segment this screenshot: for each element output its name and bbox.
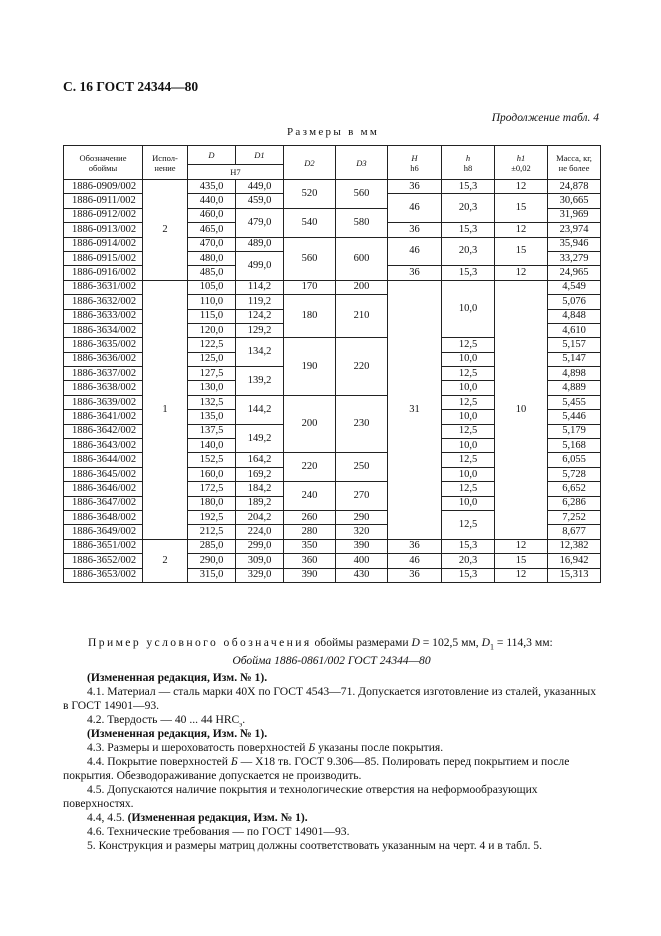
note-4-3 bbox=[63, 741, 600, 755]
table-cell: 12,5 bbox=[442, 510, 495, 539]
table-cell: 16,942 bbox=[548, 554, 601, 568]
table-cell: 12 bbox=[495, 266, 548, 280]
table-cell: 5,179 bbox=[548, 424, 601, 438]
table-cell: 130,0 bbox=[188, 381, 236, 395]
note-4-4-b: Б bbox=[230, 755, 238, 768]
table-cell: 485,0 bbox=[188, 266, 236, 280]
table-cell: 6,652 bbox=[548, 482, 601, 496]
table-cell: 5,168 bbox=[548, 439, 601, 453]
header-h6: h6 bbox=[410, 162, 419, 173]
table-cell: 250 bbox=[336, 453, 388, 482]
table-cell: 5,076 bbox=[548, 295, 601, 309]
table-cell: 46 bbox=[388, 194, 442, 223]
header-h1 bbox=[495, 146, 548, 180]
table-cell: 1886-3651/002 bbox=[64, 539, 143, 553]
table-cell: 36 bbox=[388, 266, 442, 280]
table-cell: 31,969 bbox=[548, 208, 601, 222]
table-cell: 15 bbox=[495, 554, 548, 568]
table-cell: 4,549 bbox=[548, 280, 601, 294]
table-cell: 1886-3637/002 bbox=[64, 367, 143, 381]
table-cell: 36 bbox=[388, 539, 442, 553]
table-cell: 1886-3647/002 bbox=[64, 496, 143, 510]
table-cell: 31 bbox=[388, 280, 442, 539]
table-cell: 290 bbox=[336, 510, 388, 524]
example-D-value: = 102,5 мм, bbox=[419, 636, 482, 649]
note-4-2-text: 4.2. Твердость — 40 ... 44 HRC bbox=[87, 713, 240, 726]
table-cell: 36 bbox=[388, 180, 442, 194]
table-cell: 1886-0915/002 bbox=[64, 251, 143, 265]
table-cell: 12,382 bbox=[548, 539, 601, 553]
table-cell: 23,974 bbox=[548, 223, 601, 237]
table-cell: 192,5 bbox=[188, 510, 236, 524]
table-cell: 465,0 bbox=[188, 223, 236, 237]
table-cell: 1 bbox=[143, 280, 188, 539]
table-cell: 5,455 bbox=[548, 395, 601, 409]
table-cell: 1886-3639/002 bbox=[64, 395, 143, 409]
table-cell: 290,0 bbox=[188, 554, 236, 568]
table-cell: 12,5 bbox=[442, 395, 495, 409]
table-cell: 12 bbox=[495, 223, 548, 237]
table-cell: 12,5 bbox=[442, 367, 495, 381]
table-cell: 139,2 bbox=[236, 367, 284, 396]
table-cell: 135,0 bbox=[188, 410, 236, 424]
example-D1-sub: 1 bbox=[489, 642, 494, 652]
table-cell: 172,5 bbox=[188, 482, 236, 496]
header-D3: D3 bbox=[336, 146, 388, 180]
note-4-4 bbox=[63, 755, 600, 782]
table-cell: 30,665 bbox=[548, 194, 601, 208]
table-cell: 600 bbox=[336, 237, 388, 280]
table-cell: 489,0 bbox=[236, 237, 284, 251]
header-h-label: h bbox=[465, 152, 471, 163]
table-cell: 1886-0916/002 bbox=[64, 266, 143, 280]
table-cell: 430 bbox=[336, 568, 388, 582]
table-cell: 15 bbox=[495, 237, 548, 266]
header-tolerance: ±0,02 bbox=[511, 162, 531, 173]
table-cell: 160,0 bbox=[188, 467, 236, 481]
table-cell: 12,5 bbox=[442, 338, 495, 352]
note-5: 5. Конструкция и размеры матриц должны соответствовать указанным на черт. 4 и в табл. 5. bbox=[87, 839, 542, 852]
note-4-3-a: 4.3. Размеры и шероховатость поверхностей bbox=[87, 741, 309, 754]
table-cell: 12,5 bbox=[442, 453, 495, 467]
dimensions-table bbox=[63, 145, 601, 583]
table-cell: 1886-3638/002 bbox=[64, 381, 143, 395]
example-designation: Обойма 1886-0861/002 ГОСТ 24344—80 bbox=[232, 654, 431, 667]
table-cell: 1886-3641/002 bbox=[64, 410, 143, 424]
example-rest: обоймы размерами bbox=[311, 636, 412, 649]
header-designation: Обозначение обоймы bbox=[64, 146, 143, 180]
table-cell: 122,5 bbox=[188, 338, 236, 352]
table-cell: 8,677 bbox=[548, 525, 601, 539]
table-cell: 2 bbox=[143, 180, 188, 281]
table-continuation-label: Продолжение табл. 4 bbox=[491, 112, 599, 124]
table-cell: 127,5 bbox=[188, 367, 236, 381]
table-cell: 125,0 bbox=[188, 352, 236, 366]
table-cell: 1886-3652/002 bbox=[64, 554, 143, 568]
table-cell: 15 bbox=[495, 194, 548, 223]
table-cell: 15,3 bbox=[442, 539, 495, 553]
table-cell: 1886-3635/002 bbox=[64, 338, 143, 352]
table-cell: 10 bbox=[495, 280, 548, 539]
table-cell: 12,5 bbox=[442, 424, 495, 438]
table-cell: 1886-3646/002 bbox=[64, 482, 143, 496]
table-cell: 449,0 bbox=[236, 180, 284, 194]
table-cell: 1886-0909/002 bbox=[64, 180, 143, 194]
table-cell: 200 bbox=[284, 395, 336, 453]
table-cell: 115,0 bbox=[188, 309, 236, 323]
table-cell: 1886-3648/002 bbox=[64, 510, 143, 524]
table-cell: 46 bbox=[388, 554, 442, 568]
table-cell: 220 bbox=[284, 453, 336, 482]
table-cell: 270 bbox=[336, 482, 388, 511]
table-cell: 12 bbox=[495, 568, 548, 582]
note-4-4-4-5 bbox=[63, 811, 600, 825]
table-cell: 200 bbox=[336, 280, 388, 294]
table-cell: 20,3 bbox=[442, 554, 495, 568]
note-4-4-c: — Х18 тв. ГОСТ 9.306—85. Полировать перед покрытием и после покрытия. Обезводораживание допускается не производить. bbox=[63, 755, 570, 782]
table-cell: 1886-3634/002 bbox=[64, 323, 143, 337]
table-cell: 320 bbox=[336, 525, 388, 539]
table-cell: 1886-0913/002 bbox=[64, 223, 143, 237]
table-cell: 1886-3653/002 bbox=[64, 568, 143, 582]
header-h1-label: h1 bbox=[516, 152, 526, 163]
header-execution: Испол- нение bbox=[143, 146, 188, 180]
note-4-2-end: . bbox=[242, 713, 246, 726]
table-cell: 260 bbox=[284, 510, 336, 524]
table-cell: 4,889 bbox=[548, 381, 601, 395]
table-cell: 10,0 bbox=[442, 439, 495, 453]
dimensions-note: Размеры в мм bbox=[287, 126, 380, 138]
table-cell: 499,0 bbox=[236, 251, 284, 280]
table-cell: 350 bbox=[284, 539, 336, 553]
table-cell: 6,286 bbox=[548, 496, 601, 510]
table-cell: 12 bbox=[495, 180, 548, 194]
table-cell: 12,5 bbox=[442, 482, 495, 496]
table-cell: 114,2 bbox=[236, 280, 284, 294]
example-D-symbol: D bbox=[411, 636, 420, 649]
table-cell: 24,878 bbox=[548, 180, 601, 194]
header-mass: Масса, кг, не более bbox=[548, 146, 601, 180]
table-cell: 560 bbox=[336, 180, 388, 209]
header-h bbox=[442, 146, 495, 180]
table-cell: 15,3 bbox=[442, 223, 495, 237]
table-cell: 1886-3636/002 bbox=[64, 352, 143, 366]
note-4-4-4-5-a: 4.4, 4.5. bbox=[87, 811, 128, 824]
table-cell: 33,279 bbox=[548, 251, 601, 265]
table-cell: 560 bbox=[284, 237, 336, 280]
table-cell: 1886-0911/002 bbox=[64, 194, 143, 208]
table-cell: 10,0 bbox=[442, 410, 495, 424]
table-cell: 180 bbox=[284, 295, 336, 338]
table-cell: 400 bbox=[336, 554, 388, 568]
table-cell: 1886-3633/002 bbox=[64, 309, 143, 323]
table-cell: 1886-3632/002 bbox=[64, 295, 143, 309]
table-cell: 459,0 bbox=[236, 194, 284, 208]
table-cell: 134,2 bbox=[236, 338, 284, 367]
table-cell: 440,0 bbox=[188, 194, 236, 208]
table-cell: 4,848 bbox=[548, 309, 601, 323]
table-cell: 329,0 bbox=[236, 568, 284, 582]
table-cell: 390 bbox=[336, 539, 388, 553]
table-cell: 210 bbox=[336, 295, 388, 338]
table-cell: 10,0 bbox=[442, 352, 495, 366]
header-D: D bbox=[188, 146, 236, 165]
table-cell: 520 bbox=[284, 180, 336, 209]
table-cell: 184,2 bbox=[236, 482, 284, 496]
table-cell: 105,0 bbox=[188, 280, 236, 294]
table-cell: 12 bbox=[495, 539, 548, 553]
table-cell: 280 bbox=[284, 525, 336, 539]
table-cell: 164,2 bbox=[236, 453, 284, 467]
table-cell: 169,2 bbox=[236, 467, 284, 481]
table-cell: 15,3 bbox=[442, 568, 495, 582]
table-cell: 120,0 bbox=[188, 323, 236, 337]
table-cell: 390 bbox=[284, 568, 336, 582]
header-D2: D2 bbox=[284, 146, 336, 180]
table-cell: 190 bbox=[284, 338, 336, 396]
table-cell: 5,157 bbox=[548, 338, 601, 352]
edit-note-1: (Измененная редакция, Изм. № 1). bbox=[87, 671, 268, 684]
table-cell: 1886-3645/002 bbox=[64, 467, 143, 481]
table-cell: 220 bbox=[336, 338, 388, 396]
table-cell: 35,946 bbox=[548, 237, 601, 251]
table-cell: 170 bbox=[284, 280, 336, 294]
table-cell: 20,3 bbox=[442, 237, 495, 266]
table-cell: 119,2 bbox=[236, 295, 284, 309]
table-cell: 315,0 bbox=[188, 568, 236, 582]
table-cell: 309,0 bbox=[236, 554, 284, 568]
table-cell: 152,5 bbox=[188, 453, 236, 467]
header-D1: D1 bbox=[236, 146, 284, 165]
table-cell: 479,0 bbox=[236, 208, 284, 237]
table-cell: 1886-0914/002 bbox=[64, 237, 143, 251]
header-H bbox=[388, 146, 442, 180]
table-cell: 1886-3649/002 bbox=[64, 525, 143, 539]
table-cell: 1886-3642/002 bbox=[64, 424, 143, 438]
table-cell: 360 bbox=[284, 554, 336, 568]
table-cell: 5,446 bbox=[548, 410, 601, 424]
table-cell: 1886-3644/002 bbox=[64, 453, 143, 467]
table-cell: 1886-3643/002 bbox=[64, 439, 143, 453]
table-cell: 110,0 bbox=[188, 295, 236, 309]
example-line bbox=[63, 636, 600, 654]
table-cell: 180,0 bbox=[188, 496, 236, 510]
table-cell: 10,0 bbox=[442, 467, 495, 481]
table-cell: 1886-3631/002 bbox=[64, 280, 143, 294]
table-cell: 15,313 bbox=[548, 568, 601, 582]
header-H-label: H bbox=[411, 152, 418, 163]
table-cell: 460,0 bbox=[188, 208, 236, 222]
table-cell: 137,5 bbox=[188, 424, 236, 438]
header-h8: h8 bbox=[463, 162, 473, 173]
note-4-2-sub: э bbox=[239, 720, 243, 729]
table-cell: 4,610 bbox=[548, 323, 601, 337]
table-cell: 10,0 bbox=[442, 496, 495, 510]
header-H7: H7 bbox=[188, 165, 284, 180]
table-cell: 129,2 bbox=[236, 323, 284, 337]
table-cell: 4,898 bbox=[548, 367, 601, 381]
table-cell: 285,0 bbox=[188, 539, 236, 553]
note-4-3-b: Б bbox=[308, 741, 316, 754]
table-cell: 7,252 bbox=[548, 510, 601, 524]
table-cell: 480,0 bbox=[188, 251, 236, 265]
table-cell: 540 bbox=[284, 208, 336, 237]
table-cell: 15,3 bbox=[442, 266, 495, 280]
table-cell: 204,2 bbox=[236, 510, 284, 524]
note-4-4-a: 4.4. Покрытие поверхностей bbox=[87, 755, 231, 768]
note-4-3-c: указаны после покрытия. bbox=[315, 741, 444, 754]
table-cell: 20,3 bbox=[442, 194, 495, 223]
table-cell: 224,0 bbox=[236, 525, 284, 539]
table-cell: 230 bbox=[336, 395, 388, 453]
table-cell: 6,055 bbox=[548, 453, 601, 467]
table-cell: 5,728 bbox=[548, 467, 601, 481]
example-D1-symbol: D bbox=[481, 636, 490, 649]
note-4-5: 4.5. Допускаются наличие покрытия и технологические отверстия на неформообразующих поверхностях. bbox=[63, 783, 538, 810]
table-cell: 10,0 bbox=[442, 280, 495, 338]
table-cell: 24,965 bbox=[548, 266, 601, 280]
note-4-6: 4.6. Технические требования — по ГОСТ 14901—93. bbox=[87, 825, 350, 838]
table-cell: 240 bbox=[284, 482, 336, 511]
page-header: С. 16 ГОСТ 24344—80 bbox=[63, 79, 199, 94]
table-cell: 5,147 bbox=[548, 352, 601, 366]
table-cell: 189,2 bbox=[236, 496, 284, 510]
table-cell: 36 bbox=[388, 223, 442, 237]
table-cell: 2 bbox=[143, 539, 188, 582]
table-cell: 46 bbox=[388, 237, 442, 266]
table-cell: 15,3 bbox=[442, 180, 495, 194]
table-cell: 10,0 bbox=[442, 381, 495, 395]
table-cell: 149,2 bbox=[236, 424, 284, 453]
table-cell: 124,2 bbox=[236, 309, 284, 323]
example-spaced: Пример условного обозначения bbox=[88, 636, 312, 649]
table-cell: 144,2 bbox=[236, 395, 284, 424]
table-cell: 212,5 bbox=[188, 525, 236, 539]
table-cell: 435,0 bbox=[188, 180, 236, 194]
table-cell: 132,5 bbox=[188, 395, 236, 409]
table-cell: 580 bbox=[336, 208, 388, 237]
edit-note-2: (Измененная редакция, Изм. № 1). bbox=[87, 727, 268, 740]
table-cell: 470,0 bbox=[188, 237, 236, 251]
note-4-4-4-5-b: (Измененная редакция, Изм. № 1). bbox=[127, 811, 308, 824]
note-4-1: 4.1. Материал — сталь марки 40Х по ГОСТ 4543—71. Допускается изготовление из сталей, указанных в ГОСТ 14901—93. bbox=[63, 685, 597, 712]
table-cell: 140,0 bbox=[188, 439, 236, 453]
table-cell: 36 bbox=[388, 568, 442, 582]
table-cell: 1886-0912/002 bbox=[64, 208, 143, 222]
example-D1-value: = 114,3 мм: bbox=[493, 636, 553, 649]
table-cell: 299,0 bbox=[236, 539, 284, 553]
